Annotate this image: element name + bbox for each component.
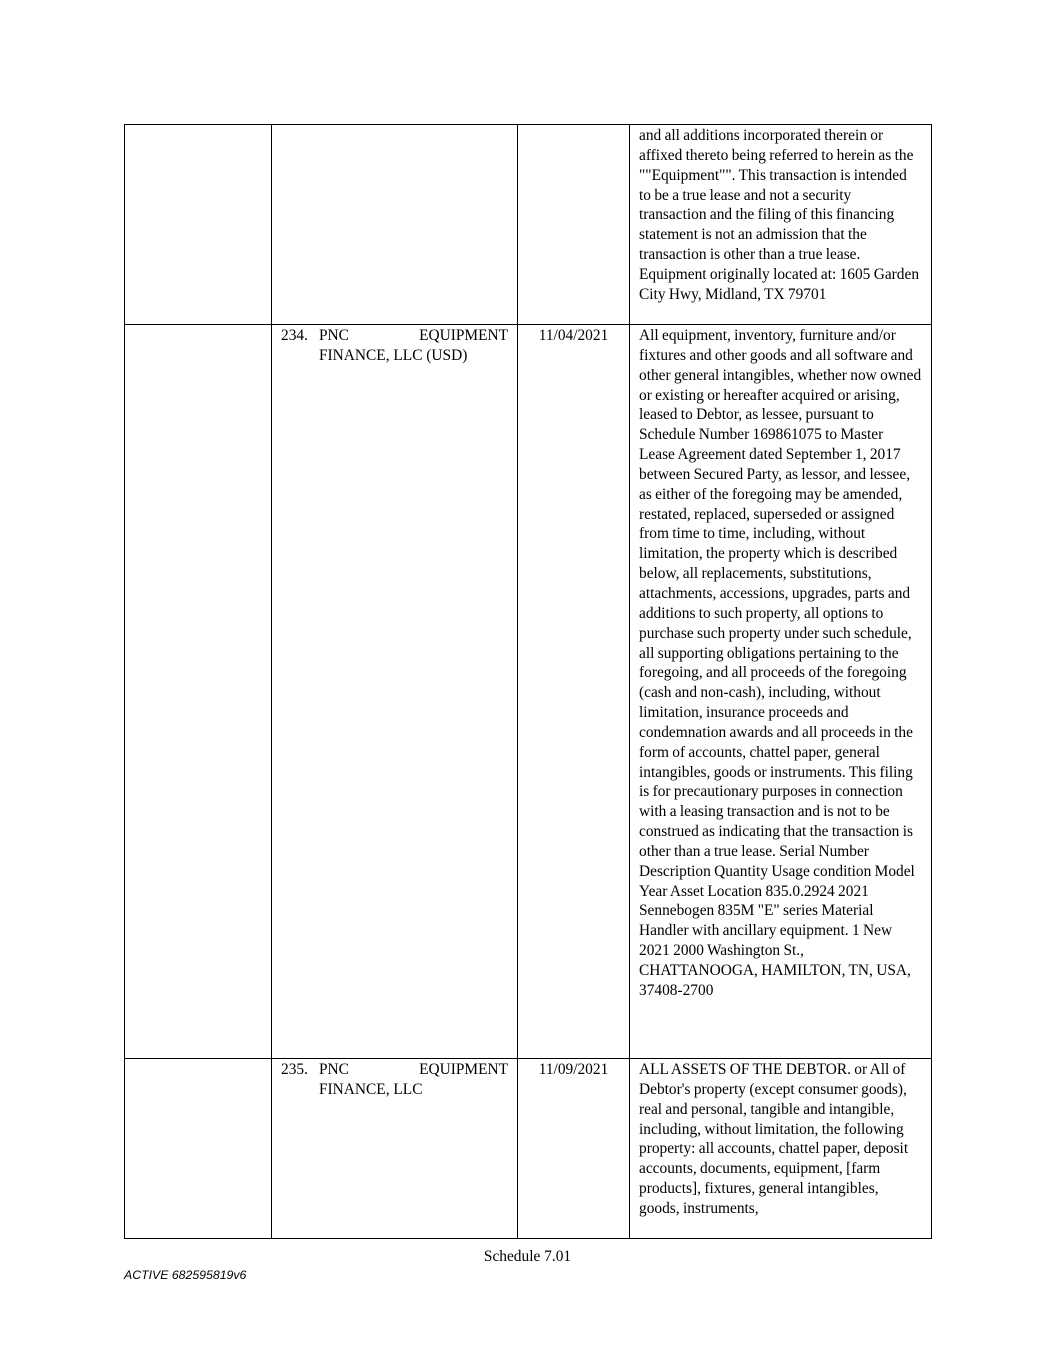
blank-cell [125,1059,272,1239]
secured-party-cell [272,325,518,1059]
schedule-table [124,124,932,1239]
blank-cell [125,125,272,325]
table-row [125,325,932,1059]
table-row [125,125,932,325]
secured-party-name-part: EQUIPMENT [419,327,508,344]
filing-date-cell: 11/04/2021 [518,325,630,1059]
filing-date-cell: 11/09/2021 [518,1059,630,1239]
blank-cell [125,325,272,1059]
secured-party-name-part: EQUIPMENT [419,1061,508,1078]
secured-party-name-part: PNC [319,327,349,344]
item-number: 234. [281,327,308,344]
secured-party-name-part: PNC [319,1061,349,1078]
collateral-description: ALL ASSETS OF THE DEBTOR. or All of Debtor's property (except consumer goods), real and personal, tangible and intangible, including, without limitation, the following property: all accounts, chattel paper, deposit accounts, documents, equipment, [farm products], fixtures, general intangibles, goods, instruments, [630,1059,932,1239]
collateral-description: and all additions incorporated therein or affixed thereto being referred to herein as the ""Equipment"". This transaction is intended to be a true lease and not a security transaction and the filing of this financing statement is not an admission that the transaction is other than a true lease. Equipment originally located at: 1605 Garden City Hwy, Midland, TX 79701 [630,125,932,325]
secured-party-name-line2: FINANCE, LLC (USD) [319,346,468,364]
secured-party-cell [272,1059,518,1239]
secured-party-name-line2: FINANCE, LLC [319,1080,423,1098]
filing-date-cell [518,125,630,325]
item-number: 235. [281,1061,308,1078]
table-row [125,1059,932,1239]
document-id: ACTIVE 682595819v6 [124,1268,247,1282]
collateral-description: All equipment, inventory, furniture and/or fixtures and other goods and all software and other general intangibles, whether now owned or existing or hereafter acquired or arising, leased to Debtor, as lessee, pursuant to Schedule Number 169861075 to Master Lease Agreement dated September 1, 2017 between Secured Party, as lessor, and lessee, as either of the foregoing may be amended, restated, replaced, superseded or assigned from time to time, including, without limitation, the property which is described below, all replacements, substitutions, attachments, accessions, upgrades, parts and additions to such property, all options to purchase such property under such schedule, all supporting obligations pertaining to the foregoing, and all proceeds of the foregoing (cash and non-cash), including, without limitation, insurance proceeds and condemnation awards and all proceeds in the form of accounts, chattel paper, general intangibles, goods or instruments. This filing is for precautionary purposes in connection with a leasing transaction and is not to be construed as indicating that the transaction is other than a true lease. Serial Number Description Quantity Usage condition Model Year Asset Location 835.0.2924 2021 Sennebogen 835M "E" series Material Handler with ancillary equipment. 1 New 2021 2000 Washington St., CHATTANOOGA, HAMILTON, TN, USA, 37408-2700 [630,325,932,1059]
secured-party-cell [272,125,518,325]
page-footer-title: Schedule 7.01 [483,1248,572,1265]
